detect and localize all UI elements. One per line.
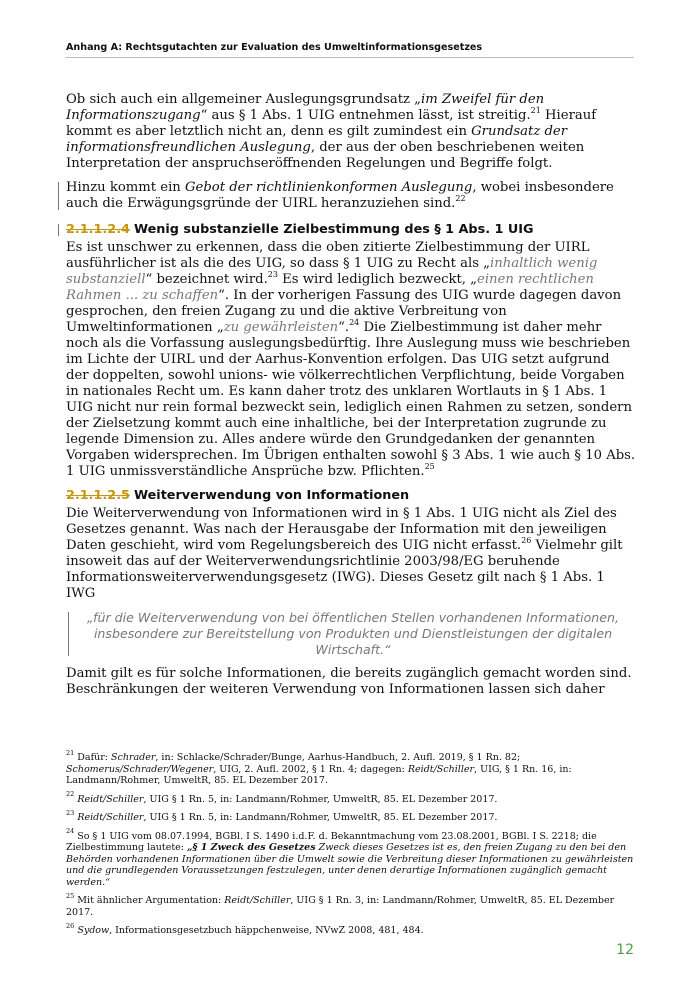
- main-text: [66, 92, 636, 698]
- text-run: “.: [338, 320, 350, 335]
- text-run: , wobei insbesondere auch die Erwägungsgründe der UIRL heranzuziehen sind.: [66, 180, 614, 211]
- text-run: , der aus der oben beschriebenen weiten Interpretation der anspruchseröffnenden Regelungen und Begriffe folgt.: [66, 140, 585, 171]
- footnote-number: 24: [66, 827, 75, 836]
- text-run: Ob sich auch ein allgemeiner Auslegungsgrundsatz „: [66, 92, 422, 107]
- section-title: Weiterverwendung von Informationen: [133, 488, 410, 503]
- paragraph-richtlinienkonform: [66, 180, 636, 212]
- quoted-phrase: zu gewährleisten: [223, 320, 339, 335]
- text-run: Es wird lediglich bezweckt, „: [277, 272, 478, 287]
- quoted-phrase: einen rechtlichen Rahmen ... zu schaffen: [66, 272, 594, 303]
- footnote-ref[interactable]: 25: [424, 461, 435, 471]
- text-run: So § 1 UIG vom 08.07.1994, BGBl. I S. 1490 i.d.F. d. Bekanntmachung vom 23.08.2001, BGBl. I S. 2218; die Zielbestimmung lautete:: [66, 830, 597, 853]
- text-run: , UIG, 2. Aufl. 2002, § 1 Rn. 4; dagegen:: [213, 763, 408, 775]
- footnote-ref[interactable]: 26: [521, 535, 532, 545]
- footnote-number: 23: [66, 808, 75, 817]
- footnote-number: 25: [66, 891, 75, 900]
- text-run: Hinzu kommt ein: [66, 180, 185, 195]
- block-quote: „für die Weiterverwendung von bei öffentlichen Stellen vorhandenen Informationen, insbesondere zur Bereitstellung von Produkten und Dienstleistungen der digitalen Wirtschaft.“: [76, 610, 630, 658]
- footnote-ref[interactable]: 21: [530, 105, 541, 115]
- author: Sydow: [77, 925, 110, 936]
- footnote-number: 22: [66, 790, 75, 799]
- author: Reidt/Schiller: [407, 763, 475, 775]
- footnotes: [66, 748, 636, 944]
- text-run: Es ist unschwer zu erkennen, dass die oben zitierte Zielbestimmung der UIRL ausführlicher ist als die des UIG, so dass § 1 UIG zu Recht als „: [66, 240, 590, 271]
- section-heading-2-1-1-2-4: [66, 222, 636, 238]
- text-run: , Informationsgesetzbuch häppchenweise, NVwZ 2008, 481, 484.: [109, 925, 424, 936]
- text-run: “ bezeichnet wird.: [145, 272, 268, 287]
- section-number: 2.1.1.2.4: [66, 222, 130, 237]
- page-number: 12: [616, 942, 634, 958]
- quoted-phrase: inhaltlich wenig substanziell: [66, 256, 598, 287]
- text-run: , UIG § 1 Rn. 5, in: Landmann/Rohmer, UmweltR, 85. EL Dezember 2017.: [143, 812, 498, 823]
- author: Reidt/Schiller: [77, 793, 144, 805]
- text-run: Dafür:: [74, 752, 111, 763]
- emphasis: Gebot der richtlinienkonformen Auslegung: [184, 180, 473, 195]
- footnote-ref[interactable]: 24: [349, 317, 360, 327]
- footnote-24: [66, 827, 636, 889]
- paragraph-zielbestimmung: [66, 240, 636, 480]
- footnote-number: 21: [66, 748, 75, 757]
- section-title: Wenig substanzielle Zielbestimmung des § 1 Abs. 1 UIG: [133, 222, 534, 237]
- paragraph-auslegungsgrundsatz: [66, 92, 636, 172]
- emphasis: Grundsatz der informationsfreundlichen Auslegung: [66, 124, 568, 155]
- footnote-23: [66, 808, 636, 824]
- paragraph-damit: Damit gilt es für solche Informationen, die bereits zugänglich gemacht worden sind. Beschränkungen der weiteren Verwendung von Informationen lassen sich daher: [66, 666, 632, 697]
- text-run: , in: Schlacke/Schrader/Bunge, Aarhus-Handbuch, 2. Aufl. 2019, § 1 Rn. 82;: [155, 752, 521, 763]
- author: Schomerus/Schrader/Wegener: [66, 763, 214, 775]
- text-run: “. In der vorherigen Fassung des UIG wurde dagegen davon gesprochen, den freien Zugang zu und die aktive Verbreitung von Umweltinformationen „: [66, 288, 622, 335]
- footnote-21: [66, 748, 636, 787]
- emphasis: im Zweifel für den Informationszugang: [66, 92, 545, 123]
- text-run: , UIG § 1 Rn. 3, in: Landmann/Rohmer, UmweltR, 85. EL Dezember 2017.: [66, 895, 615, 918]
- section-number: 2.1.1.2.5: [66, 488, 130, 503]
- quoted-heading: „§ 1 Zweck des Gesetzes: [187, 842, 316, 853]
- text-run: Die Weiterverwendung von Informationen wird in § 1 Abs. 1 UIG nicht als Ziel des Gesetzes genannt. Was nach der Herausgabe der Information mit den jeweiligen Daten geschieht, wird vom Regelungsbereich des UIG nicht erfasst.: [66, 506, 617, 553]
- footnote-number: 26: [66, 921, 75, 930]
- footnote-26: [66, 921, 636, 937]
- footnote-25: [66, 891, 636, 918]
- text-run: Vielmehr gilt insoweit das auf der Weiterverwendungsrichtlinie 2003/98/EG beruhende Informationsweiterverwendungsgesetz (IWG). Dieses Gesetz gilt nach § 1 Abs. 1 IWG: [66, 538, 623, 601]
- text-run: “ aus § 1 Abs. 1 UIG entnehmen lässt, ist streitig.: [200, 108, 531, 123]
- author: Reidt/Schiller: [224, 895, 291, 906]
- text-run: , UIG, § 1 Rn. 16, in: Landmann/Rohmer, UmweltR, 85. EL Dezember 2017.: [66, 763, 572, 786]
- author: Schrader: [110, 752, 156, 763]
- footnote-ref[interactable]: 23: [267, 269, 278, 279]
- text-run: Mit ähnlicher Argumentation:: [74, 895, 225, 906]
- footnote-22: [66, 790, 636, 806]
- text-run: Die Zielbestimmung ist daher mehr noch als die Vorfassung auslegungsbedürftig. Ihre Auslegung muss wie beschrieben im Lichte der UIRL und der Aarhus-Konvention erfolgen. Das UIG setzt aufgrund der doppelten, sowohl unions- wie völkerrechtlichen Verpflichtung, beide Vorgaben in nationales Recht um. Es kann daher trotz des unklaren Wortlauts in § 1 Abs. 1 UIG nicht nur rein formal bezweckt sein, lediglich einen Rahmen zu setzen, sondern der Zielsetzung kommt auch eine inhaltliche, bei der Interpretation zugrunde zu legende Dimension zu. Alles andere würde den Grundgedanken der genannten Vorgaben widersprechen. Im Übrigen enthalten sowohl § 3 Abs. 1 wie auch § 10 Abs. 1 UIG unmissverständliche Ansprüche bzw. Pflichten.: [66, 320, 636, 479]
- running-header: Anhang A: Rechtsgutachten zur Evaluation des Umweltinformationsgesetzes: [66, 42, 634, 58]
- section-heading-2-1-1-2-5: [66, 488, 636, 504]
- text-run: , UIG § 1 Rn. 5, in: Landmann/Rohmer, UmweltR, 85. EL Dezember 2017.: [143, 793, 498, 805]
- author: Reidt/Schiller: [77, 812, 144, 823]
- paragraph-weiterverwendung: [66, 506, 636, 602]
- footnote-ref[interactable]: 22: [455, 193, 466, 203]
- text-run: Hierauf kommt es aber letztlich nicht an, denn es gilt zumindest ein: [66, 108, 597, 139]
- quoted-text: Zweck dieses Gesetzes ist es, den freien Zugang zu den bei den Behörden vorhandenen Informationen über die Umwelt sowie die Verbreitung dieser Informationen zu gewährleisten und die grundlegenden Voraussetzungen festzulegen, unter denen derartige Informationen zugänglich gemacht werden.“: [66, 842, 634, 888]
